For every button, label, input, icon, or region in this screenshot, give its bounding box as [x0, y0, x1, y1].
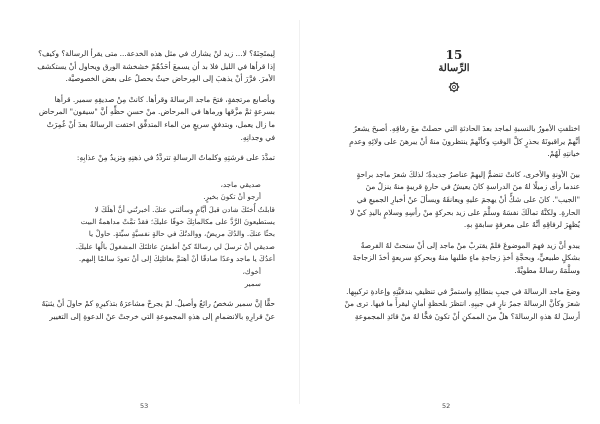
body-line: عندما رأى زميلًا لهُ منَ الدراسةِ كانَ يعيشُ في حارةٍ قريبةٍ منهُ ينزلُ منَ [365, 182, 580, 192]
body-line: وسلَّمَهُ رسالةً مطويَّةً. [514, 265, 580, 275]
body-line: "الجيب". كانَ على شكٍّ أنْ يهجمَ عليهِ ويعانقَهُ ويسألَ عنْ أخبارِ الجميعِ في [356, 194, 580, 204]
body-line: بسرعةٍ ثمَّ مزَّقها ورماها في المرحاض. منْ حسنِ حظِّهِ أنَّ "سيفون" المرحاض [38, 107, 275, 117]
body-line: ما زال يعمل، وبتدفقٍ سريعٍ من الماء المتدفِّق اختفت الرسالةُ بعدَ أنْ غُمِرَتْ [46, 119, 275, 129]
letter-line: أعدُكَ يا ماجد وعدًا صادقًا أنْ أهتمَّ بعائلتِكَ إلى أنْ تعودَ سالمًا إليهم. [78, 254, 275, 264]
body-line: وبأصابع مرتجفةٍ، فتحَ ماجد الرسالةَ وقرأها. كانتْ مِنْ صديقِهِ سمير. قرأها [54, 94, 275, 104]
quoted-letter [22, 179, 275, 291]
body-line: وضعَ ماجد الرسالةَ في جيبِ بنطالِهِ واستمرَّ في تنظيفِ بندقيَّتِهِ وإعادةِ تركيبِها. [346, 286, 580, 296]
letter-wish: أرجو أنْ تكونَ بخيرٍ. [203, 192, 261, 202]
body-line: حقًّا إنَّ سمير شخصٌ رائعٌ وأصيلٌ. لمْ يجرحْ مشاعرَهُ بتذكيرِهِ كمْ حاولَ أنْ يثنيَهُ [41, 299, 275, 309]
body-line: الأمرَ. فرَّرَ أنْ يذهبَ إلى المِرحاض حيثُ يحصلُ على بعض الخصوصيَّة. [65, 74, 275, 84]
letter-closing: أخوك، [242, 266, 261, 276]
body-line: بينَ الأونةِ والأخرى، كانتْ تنضمُّ إليهمْ عناصرُ جديدةٌ؛ لذلكَ شعرَ ماجد براحةٍ [356, 169, 580, 179]
letter-line: صديقي أنْ ترسلَ لي رسالةً كيْ أطمئنَ عائلتَكَ المشغولَ بالُها عليكَ. [75, 241, 275, 251]
page-number: 53 [140, 402, 149, 410]
body-line: بشكلٍ طبيعيٍّ، وبحجَّةِ أخذِ زجاجةِ ماءٍ طلبها منهُ وبحركةٍ سريعةٍ أخذَ الزجاجةَ [352, 253, 580, 263]
letter-line: بحثًا عنكَ. والدُكَ مريضٌ، ووالدتُكَ في حالةٍ نفسيَّةٍ سيِّئةٍ. حاولْ يا [88, 229, 275, 239]
body-line: تمدَّدَ على فرشتِهِ وكلماتُ الرسالةِ تتردَّدُ في ذهنِهِ وتزيدُ مِنْ عذابِهِ: [76, 153, 275, 163]
letter-line: يستطيعونَ الرَّدَّ على مكالماتِكَ خوفًا عليكَ؛ فقدْ تمَّتْ مداهمةُ البيت [80, 216, 275, 226]
body-line: أنَّهمْ يراقبونَهُ بحذرٍ كلَّ الوقتِ وكأنَّهمْ ينتظرونَ منهُ أنْ يبرهنَ على ولائِهِ وعدمِ [349, 136, 580, 146]
body-line: خيانتِهِ لَهُمْ. [547, 149, 580, 159]
chapter-number: 15 [445, 48, 463, 62]
body-line: عنْ قرارِهِ بالانضمامِ إلى هذهِ المجموعةِ التي خرجتْ عنْ الدعوةِ إلى التغيير [49, 312, 275, 321]
body-line: اختلفتِ الأمورُ بالنسبةِ لماجد بعدَ الحادثةِ التي حصلتْ معَ رفاقِهِ. أصبحَ يشعرُ [353, 124, 580, 133]
chapter-title: الرِّسالة [438, 63, 470, 74]
body-line: في وجدانِهِ. [240, 132, 275, 142]
page-number: 52 [442, 402, 451, 410]
body-line: يُظهِرَ لرفاقِهِ أنَّهُ على معرفةٍ سابقةٍ بهِ. [463, 220, 580, 230]
body-line: شعرَ وكأنَّ الرسالةَ جمرُ نارٍ في جيبِهِ. انتظرَ بلحظةٍ أمانٍ ليقرأَ ما فيها. ترى منْ [344, 299, 580, 309]
letter-line: قابلتُ أُختَكَ شادن قبلَ أيَّامٍ وسألتني عنكَ. أخبرتُني أنَّ أهلَكَ لا [94, 204, 275, 214]
letter-signature: سمير [244, 279, 261, 288]
letter-greeting: صديقي ماجد، [220, 179, 261, 189]
eight-point-star-icon [448, 81, 460, 93]
body-line: لِيمتَحِنَهُ؟ لا... زيد لنْ يشارك في مثل هذه الخدعة... متى يقرأ الرسالة؟ وكيف؟ [38, 49, 275, 58]
body-line: إذا قرأها في الليل فلا بد أن يسمعَ أحَدُهُمْ خشخشة الورق ويحاول أنْ يستكشف [37, 61, 275, 71]
right-page [300, 0, 600, 424]
body-line: أرسلَ لهُ هذهِ الرسالةَ؟ هلْ منَ الممكنِ أنْ تكونَ فخًّا لهُ منْ قائدِ المجموعةِ [354, 311, 580, 321]
body-line: الحارةِ. ولكنَّهُ تمالَكَ نفسَهُ وسلَّمَ على زيد بحركةٍ منْ رأسِهِ وسلامٍ باليدِ كيْ لا [350, 207, 580, 217]
body-line: يبدو أنَّ زيد فهمَ الموضوعَ فلمْ يقتربْ منْ ماجد إلى أنْ سنحتْ لهُ الفرصةُ [360, 240, 580, 250]
